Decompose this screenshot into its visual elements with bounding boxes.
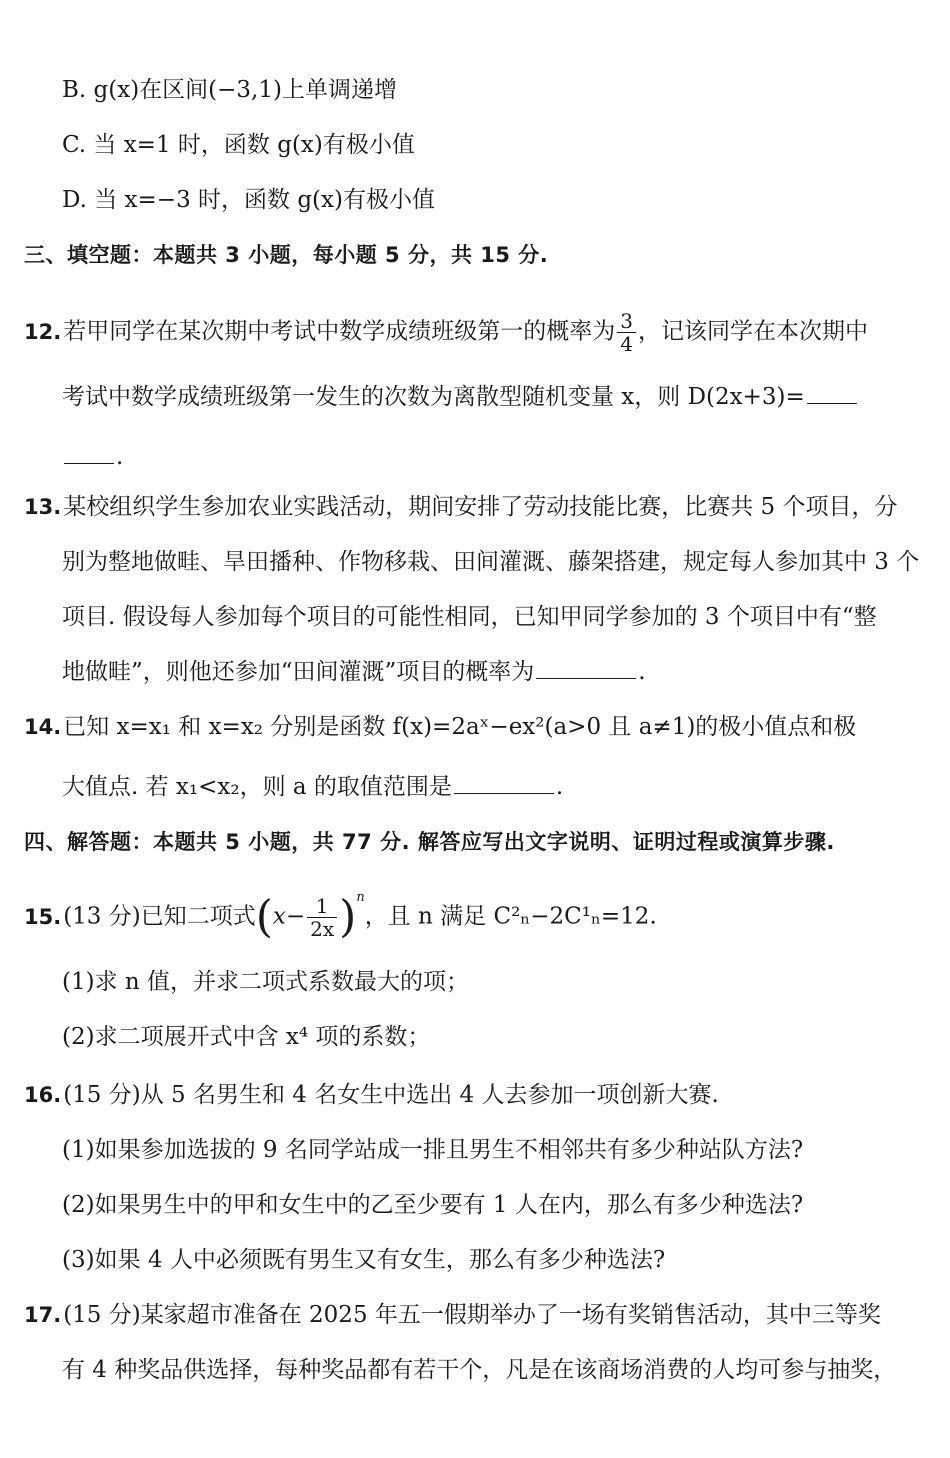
period: . xyxy=(638,659,646,685)
question-15-part-1: (1)求 n 值，并求二项式系数最大的项； xyxy=(62,969,470,995)
section-4-heading: 四、解答题：本题共 5 小题，共 77 分. 解答应写出文字说明、证明过程或演算步骤. xyxy=(24,830,835,854)
period: . xyxy=(116,444,124,470)
answer-blank[interactable] xyxy=(536,658,636,679)
q13-text-4: 地做畦”，则他还参加“田间灌溉”项目的概率为 xyxy=(62,659,535,685)
question-12-line-3 xyxy=(62,440,950,474)
answer-blank[interactable] xyxy=(454,773,554,794)
question-16-line-1 xyxy=(24,1078,950,1112)
q12-text-3: 考试中数学成绩班级第一发生的次数为离散型随机变量 x，则 D(2x+3)= xyxy=(62,384,805,410)
answer-blank-continued[interactable] xyxy=(64,443,114,464)
question-14-line-2 xyxy=(62,770,950,804)
question-number: 17. xyxy=(24,1303,62,1327)
question-13-line-2: 别为整地做畦、旱田播种、作物移栽、田间灌溉、藤架搭建，规定每人参加其中 3 个 xyxy=(62,549,920,575)
option-c: C. 当 x=1 时，函数 g(x)有极小值 xyxy=(62,132,415,158)
q14-text-1: 已知 x=x₁ 和 x=x₂ 分别是函数 f(x)=2aˣ−ex²(a>0 且 a≠1)的极小值点和极 xyxy=(63,714,857,740)
fraction-denominator: 4 xyxy=(620,332,633,356)
question-15-part-2: (2)求二项展开式中含 x⁴ 项的系数； xyxy=(62,1024,431,1050)
question-16-part-1: (1)如果参加选拔的 9 名同学站成一排且男生不相邻共有多少种站队方法? xyxy=(62,1137,804,1163)
fraction-denominator: 2x xyxy=(310,917,335,942)
right-paren: ) xyxy=(339,891,357,943)
q15-text-2: ，且 n 满足 C²ₙ−2C¹ₙ=12. xyxy=(364,903,657,930)
q17-text-1: (15 分)某家超市准备在 2025 年五一假期举办了一场有奖销售活动，其中三等奖 xyxy=(63,1302,881,1328)
q12-text-2: ，记该同学在本次期中 xyxy=(637,318,868,345)
question-number: 13. xyxy=(24,495,62,519)
fraction-numerator: 3 xyxy=(617,310,636,333)
fraction-numerator: 1 xyxy=(307,895,337,918)
q14-text-2: 大值点. 若 x₁<x₂，则 a 的取值范围是 xyxy=(62,774,452,800)
question-number: 16. xyxy=(24,1083,62,1107)
question-14-line-1 xyxy=(24,710,950,744)
question-17-line-2: 有 4 种奖品供选择，每种奖品都有若干个，凡是在该商场消费的人均可参与抽奖， xyxy=(62,1357,897,1383)
question-12-line-2 xyxy=(62,380,950,414)
question-13-line-3: 项目. 假设每人参加每个项目的可能性相同，已知甲同学参加的 3 个项目中有“整 xyxy=(62,604,877,630)
fraction xyxy=(307,895,337,940)
question-13-line-1 xyxy=(24,490,950,524)
section-3-heading: 三、填空题：本题共 3 小题，每小题 5 分，共 15 分. xyxy=(24,243,549,267)
option-b: B. g(x)在区间(−3,1)上单调递增 xyxy=(62,77,397,103)
left-paren: ( xyxy=(255,891,273,943)
question-number: 14. xyxy=(24,715,62,739)
question-16-part-2: (2)如果男生中的甲和女生中的乙至少要有 1 人在内，那么有多少种选法? xyxy=(62,1192,804,1218)
question-15-line-1 xyxy=(24,890,950,943)
q16-text-1: (15 分)从 5 名男生和 4 名女生中选出 4 人去参加一项创新大赛. xyxy=(63,1082,719,1108)
q15-text-1: (13 分)已知二项式 xyxy=(63,903,256,930)
question-16-part-3: (3)如果 4 人中必须既有男生又有女生，那么有多少种选法? xyxy=(62,1247,666,1273)
question-number: 12. xyxy=(24,319,62,344)
option-d: D. 当 x=−3 时，函数 g(x)有极小值 xyxy=(62,187,435,213)
question-12-line-1 xyxy=(24,310,950,355)
period: . xyxy=(555,774,564,800)
q13-text-1: 某校组织学生参加农业实践活动，期间安排了劳动技能比赛，比赛共 5 个项目，分 xyxy=(63,494,898,520)
question-13-line-4 xyxy=(62,655,950,689)
q12-text-1: 若甲同学在某次期中考试中数学成绩班级第一的概率为 xyxy=(63,318,616,345)
exponent: n xyxy=(356,890,365,905)
question-number: 15. xyxy=(24,904,62,929)
answer-blank[interactable] xyxy=(807,383,857,404)
binomial-term: x− xyxy=(272,903,306,930)
fraction xyxy=(617,310,636,355)
question-17-line-1 xyxy=(24,1298,950,1332)
